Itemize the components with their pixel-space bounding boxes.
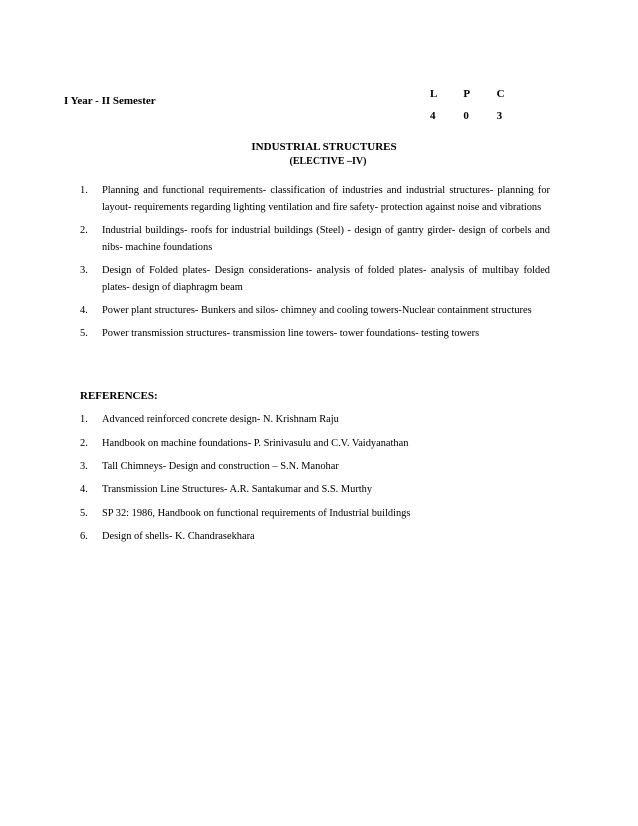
topic-item — [80, 302, 550, 319]
reference-text: SP 32: 1986, Handbook on functional requirements of Industrial buildings — [102, 507, 411, 519]
credits-label-c: C — [496, 88, 505, 100]
reference-item — [80, 525, 550, 548]
topic-number: 4. — [80, 305, 88, 316]
reference-text: Advanced reinforced concrete design- N. Krishnam Raju — [102, 414, 339, 426]
syllabus-topics — [80, 182, 550, 348]
reference-item — [80, 478, 550, 501]
references-list — [80, 408, 550, 548]
topic-text: Power transmission structures- transmission line towers- tower foundations- testing towers — [102, 328, 480, 339]
credits-value-p: 0 — [463, 110, 469, 122]
reference-text: Handbook on machine foundations- P. Srinivasulu and C.V. Vaidyanathan — [102, 437, 409, 449]
topic-text: Design of Folded plates- Design considerations- analysis of folded plates- analysis of multibay folded plates- design of diaphragm beam — [102, 265, 550, 293]
topic-number: 2. — [80, 225, 88, 236]
reference-text: Transmission Line Structures- A.R. Santakumar and S.S. Murthy — [102, 484, 373, 496]
topic-text: Power plant structures- Bunkers and silos- chimney and cooling towers-Nuclear containment structures — [102, 305, 532, 316]
topic-item — [80, 262, 550, 296]
reference-number: 3. — [80, 460, 88, 472]
reference-item — [80, 502, 550, 525]
credits-value-l: 4 — [430, 110, 436, 122]
credits-values-row — [430, 105, 530, 127]
reference-number: 1. — [80, 414, 88, 426]
topic-item — [80, 222, 550, 256]
topic-number: 1. — [80, 185, 88, 196]
credits-value-c: 3 — [496, 110, 503, 122]
credits-label-l: L — [430, 88, 438, 100]
reference-item — [80, 408, 550, 431]
credits-labels-row — [430, 83, 530, 105]
reference-text: Design of shells- K. Chandrasekhara — [102, 531, 255, 543]
topic-item — [80, 182, 550, 216]
reference-number: 4. — [80, 484, 88, 496]
credits-label-p: P — [463, 88, 471, 100]
credits-table — [430, 83, 530, 127]
reference-item — [80, 431, 550, 454]
references-heading: REFERENCES: — [80, 390, 158, 402]
course-subtitle: (ELECTIVE –IV) — [289, 156, 367, 167]
reference-number: 5. — [80, 507, 88, 519]
reference-number: 2. — [80, 437, 88, 449]
topic-item — [80, 325, 550, 342]
course-title: INDUSTRIAL STRUCTURES — [251, 141, 397, 153]
topic-number: 3. — [80, 265, 88, 276]
reference-number: 6. — [80, 531, 88, 543]
semester-label: I Year - II Semester — [64, 95, 156, 107]
reference-item — [80, 455, 550, 478]
topic-text: Planning and functional requirements- classification of industries and industrial structures- planning for layout- requirements regarding lighting ventilation and fire safety- protection against noise and vibrations — [102, 185, 550, 213]
topic-text: Industrial buildings- roofs for industrial buildings (Steel) - design of gantry girder- design of corbels and nibs- machine foundations — [102, 225, 550, 253]
reference-text: Tall Chimneys- Design and construction – S.N. Manohar — [102, 460, 339, 472]
topic-number: 5. — [80, 328, 88, 339]
